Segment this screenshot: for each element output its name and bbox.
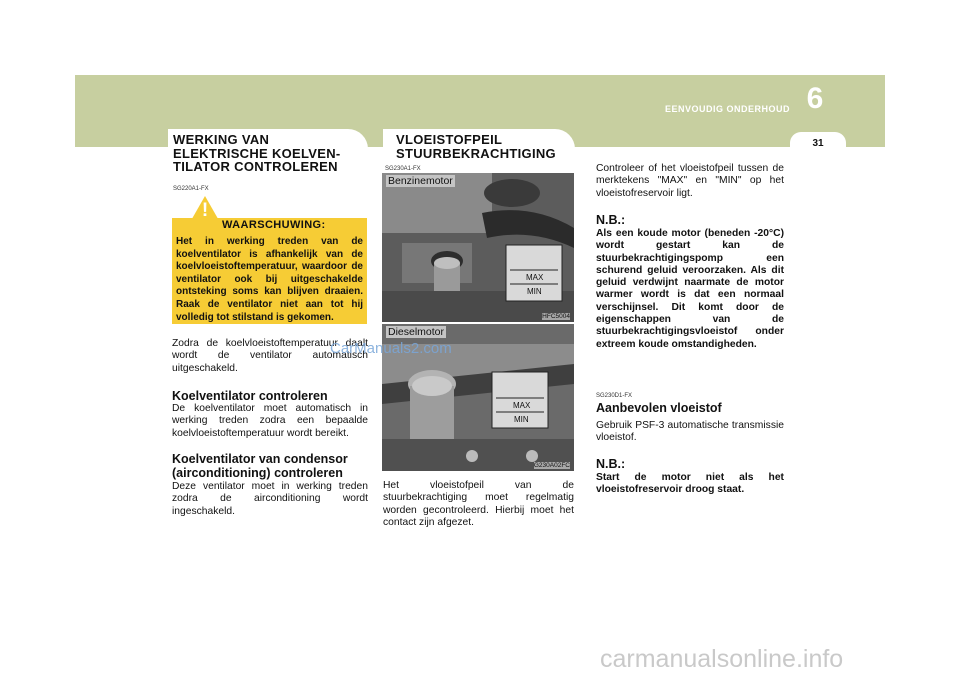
subheading-koelventilator: Koelventilator controleren (172, 389, 328, 403)
heading-line: TILATOR CONTROLEREN (173, 159, 338, 174)
page-number: 31 (812, 138, 824, 149)
min-mark: MIN (514, 415, 529, 424)
left-column-heading (173, 133, 341, 174)
nb-cold-start-text: Als een koude motor (beneden -20°C) wordt gestart kan de stuurbekrachtigingspomp een schurend geluid veroorzaken. Als dit geluid verdwijnt naarmate de motor warmer wordt is dat een normaal verschijnsel. Dit komt door de eigenschappen van de stuurbekrachtigingsvloeistof onder extreem koude omstandigheden. (596, 228, 784, 350)
chapter-number: 6 (806, 82, 824, 115)
section-code: SG220A1-FX (173, 186, 209, 192)
section-code: SG230D1-FX (596, 393, 633, 399)
nb-title: N.B.: (596, 457, 626, 471)
warning-exclamation-icon: ! (201, 200, 209, 221)
warning-box (172, 218, 367, 324)
aanbevolen-text: Gebruik PSF-3 automatische transmissie vloeistof. (596, 420, 784, 444)
heading-line: STUURBEKRACHTIGING (396, 145, 556, 161)
photo-code: HFC5004 (542, 313, 570, 320)
heading-line: VLOEISTOFPEIL (396, 132, 503, 147)
watermark-footer: carmanualsonline.info (600, 645, 844, 673)
max-mark: MAX (526, 273, 544, 282)
subheading-condensor (172, 452, 348, 480)
condensor-text: Deze ventilator moet in werking treden zodra de airconditioning wordt ingeschakeld. (172, 481, 368, 517)
max-mark: MAX (513, 401, 531, 410)
stuurbekrachtiging-text: Het vloeistofpeil van de stuurbekrachtiging moet regelmatig worden gecontroleerd. Hierbij moet het contact zijn afgezet. (383, 480, 574, 528)
heading-line: ELEKTRISCHE KOELVEN- (173, 145, 341, 161)
fan-intro-text: Zodra de koelvloeistoftemperatuur daalt wordt de ventilator automatisch uitgeschakeld. (172, 338, 368, 374)
engine-bay-illustration (382, 173, 574, 322)
nb-dry-reservoir-text: Start de motor niet als het vloeistofreservoir droog staat. (596, 472, 784, 496)
min-mark: MIN (527, 287, 542, 296)
koelventilator-text: De koelventilator moet automatisch in werking treden zodra een bepaalde koelvloeistoftemperatuur wordt bereikt. (172, 403, 368, 439)
watermark-middle: CarManuals2.com (330, 340, 452, 357)
subheading-line: Koelventilator van condensor (172, 452, 348, 466)
middle-column-heading (396, 133, 556, 160)
photo-code: G230A02FC (533, 462, 570, 469)
controleer-text: Controleer of het vloeistofpeil tussen de merktekens "MAX" en "MIN" op het vloeistofreservoir ligt. (596, 163, 784, 199)
nb-title: N.B.: (596, 213, 626, 227)
chapter-label: EENVOUDIG ONDERHOUD (664, 104, 790, 114)
subheading-line: (airconditioning) controleren (172, 466, 343, 480)
section-code: SG230A1-FX (385, 166, 421, 172)
heading-line: WERKING VAN (173, 132, 270, 147)
photo-label: Benzinemotor (388, 175, 453, 187)
photo-benzinemotor (382, 173, 574, 322)
subheading-aanbevolen: Aanbevolen vloeistof (596, 401, 722, 415)
warning-text: Het in werking treden van de koelventilator is afhankelijk van de koelvloeistoftemperatuur, waardoor de ventilator ook bij uitgeschakelde ontsteking soms kan blijven draaien. Raak de ventilator niet aan tot hij volledig tot stilstand is gekomen. (176, 236, 363, 323)
warning-title: WAARSCHUWING: (222, 219, 326, 231)
photo-label: Dieselmotor (388, 326, 445, 338)
